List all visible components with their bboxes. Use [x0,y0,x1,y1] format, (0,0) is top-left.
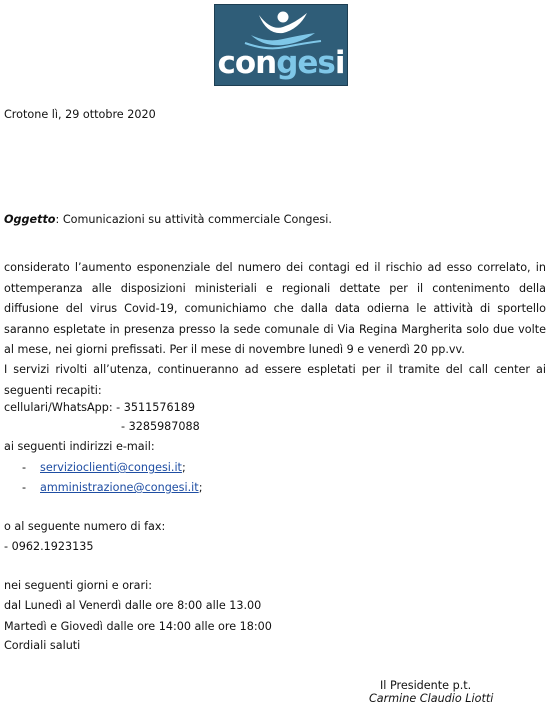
logo-wordmark: congesi [217,45,345,81]
para2-text: I servizi rivolti all’utenza, continueranno ad essere espletati per il tramite del call center ai seguenti recapiti: [4,363,546,397]
hours-weekdays: dal Lunedì al Venerdì dalle ore 8:00 alle 13.00 [4,599,262,612]
body-paragraph-2 [4,360,546,401]
email-item [22,461,186,474]
hours-afternoon: Martedì e Giovedì dalle ore 14:00 alle ore 18:00 [4,620,272,633]
subject-label: Oggetto [4,213,56,226]
signature-role: Il Presidente p.t. [380,679,472,692]
fax-number: - 0962.1923135 [4,540,94,553]
para1-text: considerato l’aumento esponenziale del numero dei contagi ed il rischio ad esso correlato, in ottemperanza alle disposizioni ministeriali e regionali dettate per il contenimento della diffusione del virus Covid-19, comunichiamo che dalla data odierna le attività di sportello saranno espletate in presenza presso la sede comunale di Via Regina Margherita solo due volte al mese, nei giorni prefissati. Per il mese di novembre lunedì 9 e venerdì 20 pp.vv. [4,261,546,356]
email-intro: ai seguenti indirizzi e-mail: [4,440,155,453]
email-suffix: ; [198,481,203,494]
closing: Cordiali saluti [4,639,81,652]
congesi-logo [214,4,348,86]
phones-line: cellulari/WhatsApp: - 3511576189 [4,401,195,414]
email-link[interactable]: servizioclienti@congesi.it [40,461,182,474]
list-dash: - [22,461,27,474]
body-paragraph-1 [4,258,546,361]
email-suffix: ; [181,461,186,474]
place-date: Crotone lì, 29 ottobre 2020 [4,108,156,121]
list-dash: - [22,481,27,494]
phone-2: - 3285987088 [121,420,200,433]
email-item [22,481,202,494]
hours-intro: nei seguenti giorni e orari: [4,579,152,592]
signature-name: Carmine Claudio Liotti [369,692,494,705]
subject-line [4,213,332,226]
fax-intro: o al seguente numero di fax: [4,520,166,533]
email-link[interactable]: amministrazione@congesi.it [40,481,199,494]
subject-text: : Comunicazioni su attività commerciale Congesi. [55,213,332,226]
